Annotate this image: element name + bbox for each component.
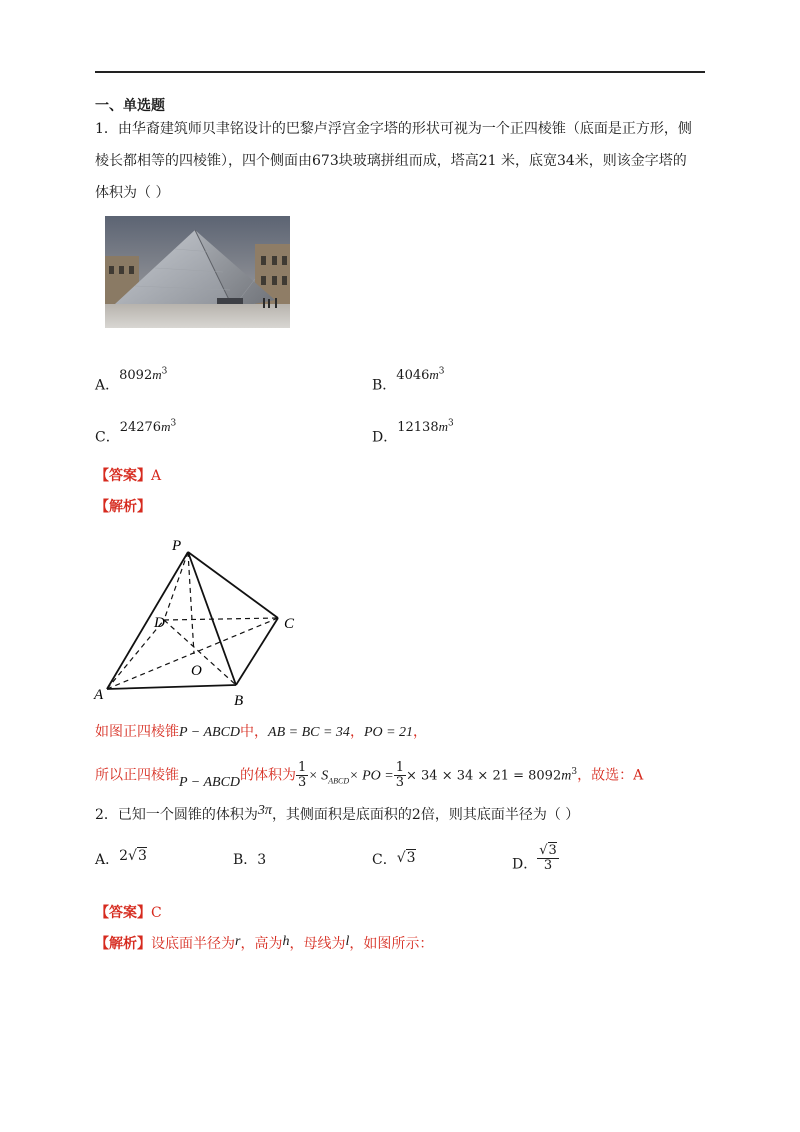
solution-text: 中，: [240, 724, 269, 740]
q1-line2: 棱长都相等的四棱锥），四个侧面由673块玻璃拼组而成，塔高21 米，底宽34米，则该金字塔的: [95, 153, 687, 169]
solution-text: 设底面半径为: [151, 936, 235, 952]
option-exponent: 3: [438, 367, 445, 377]
option-value: 3: [257, 852, 267, 868]
q1-line1: 1．由华裔建筑师贝聿铭设计的巴黎卢浮宫金字塔的形状可视为一个正四棱锥（底面是正方形，侧: [95, 121, 692, 137]
q2-analysis: [95, 934, 433, 955]
question-text: ，其侧面积是底面积的2倍，则其底面半径为（ ）: [271, 807, 580, 823]
solution-math: l: [345, 934, 350, 949]
solution-text: 如图正四棱锥: [95, 724, 179, 740]
sqrt-icon: √: [128, 848, 137, 864]
solution-math: P − ABCD: [179, 774, 241, 790]
option-letter: B．: [233, 852, 258, 868]
fraction-root3-over-3: $\frac{√3}{3}$: [539, 843, 557, 873]
option-coefficient: 2: [119, 848, 129, 864]
solution-math: h: [282, 934, 290, 949]
vertex-label-a: A: [94, 687, 104, 703]
q1-line3: 体积为（ ）: [95, 185, 170, 201]
q1-analysis-label: 【解析】: [95, 499, 151, 515]
fraction-one-third: $\frac{1}{3}$: [395, 760, 405, 791]
option-unit: m: [429, 367, 439, 383]
vertex-label-c: C: [284, 616, 295, 632]
solution-unit: m: [561, 768, 572, 784]
option-unit: m: [438, 419, 448, 435]
q2-answer: [95, 903, 162, 923]
option-value: 12138: [397, 420, 439, 436]
option-unit: m: [152, 367, 162, 383]
q1-option-c: [95, 419, 177, 448]
option-letter: C．: [372, 852, 397, 868]
section-title: 一、单选题: [95, 98, 165, 114]
q1-solution-line1: [95, 722, 427, 743]
solution-math: P − ABCD: [179, 725, 241, 740]
option-radicand: 3: [406, 850, 416, 866]
question-math: 3π: [257, 803, 272, 818]
q2-option-c: [372, 850, 416, 870]
vertex-label-o: O: [191, 663, 202, 679]
solution-text: ，母线为: [289, 936, 346, 952]
question-text: 2．已知一个圆锥的体积为: [95, 807, 258, 823]
option-exponent: 3: [447, 419, 454, 429]
vertex-label-d: D: [154, 615, 165, 631]
q1-option-a: [95, 367, 168, 396]
q1-option-d: [372, 419, 454, 448]
sqrt-icon: √: [396, 850, 406, 866]
answer-value: C: [151, 905, 162, 921]
option-radicand: 3: [137, 848, 147, 864]
option-value: 4046: [396, 368, 430, 384]
q2-line1: [95, 805, 579, 826]
q2-option-b: [233, 850, 266, 870]
vertex-label-b: B: [234, 693, 244, 709]
solution-text: ，: [349, 724, 364, 740]
option-exponent: 3: [161, 367, 168, 377]
q2-option-d: [512, 843, 559, 879]
option-letter: D．: [372, 429, 398, 446]
option-exponent: 3: [170, 419, 177, 429]
solution-math: × S: [308, 768, 329, 784]
header-rule: [95, 71, 705, 73]
option-value: 8092: [119, 368, 153, 384]
pyramid-diagram: [90, 532, 310, 712]
solution-subscript: ABCD: [328, 776, 350, 786]
q2-option-a: [95, 850, 147, 870]
vertex-label-p: P: [172, 538, 182, 554]
solution-math: PO = 21: [363, 725, 414, 740]
option-value: 24276: [119, 420, 162, 436]
option-unit: m: [161, 419, 171, 435]
solution-exponent: 3: [571, 767, 578, 777]
solution-math: AB = BC = 34: [268, 725, 350, 740]
q1-solution-line2: [95, 757, 643, 796]
louvre-pyramid-photo: [105, 216, 290, 328]
option-letter: D．: [512, 856, 538, 873]
answer-value: A: [151, 468, 162, 484]
solution-text: ，高为: [240, 936, 283, 952]
solution-text: ，: [413, 724, 428, 740]
answer-label: 【答案】: [95, 468, 151, 484]
solution-math: r: [235, 934, 241, 949]
solution-text: 所以正四棱锥: [95, 767, 179, 784]
answer-label: 【答案】: [95, 905, 151, 921]
option-letter: A．: [95, 377, 120, 394]
q1-option-b: [372, 367, 445, 396]
fraction-one-third: $\frac{1}{3}$: [298, 760, 307, 791]
solution-text: ，如图所示：: [349, 936, 434, 952]
solution-calc: × 34 × 34 × 21 = 8092: [406, 768, 562, 784]
analysis-label: 【解析】: [95, 936, 151, 952]
option-letter: C．: [95, 429, 120, 446]
solution-text: 的体积为: [240, 767, 297, 784]
sqrt-icon: √: [539, 843, 548, 858]
solution-math: × PO =: [349, 768, 394, 784]
q1-answer: [95, 466, 161, 486]
option-letter: A．: [95, 852, 120, 868]
solution-text: ，故选：A: [577, 767, 644, 784]
option-letter: B．: [372, 377, 397, 394]
